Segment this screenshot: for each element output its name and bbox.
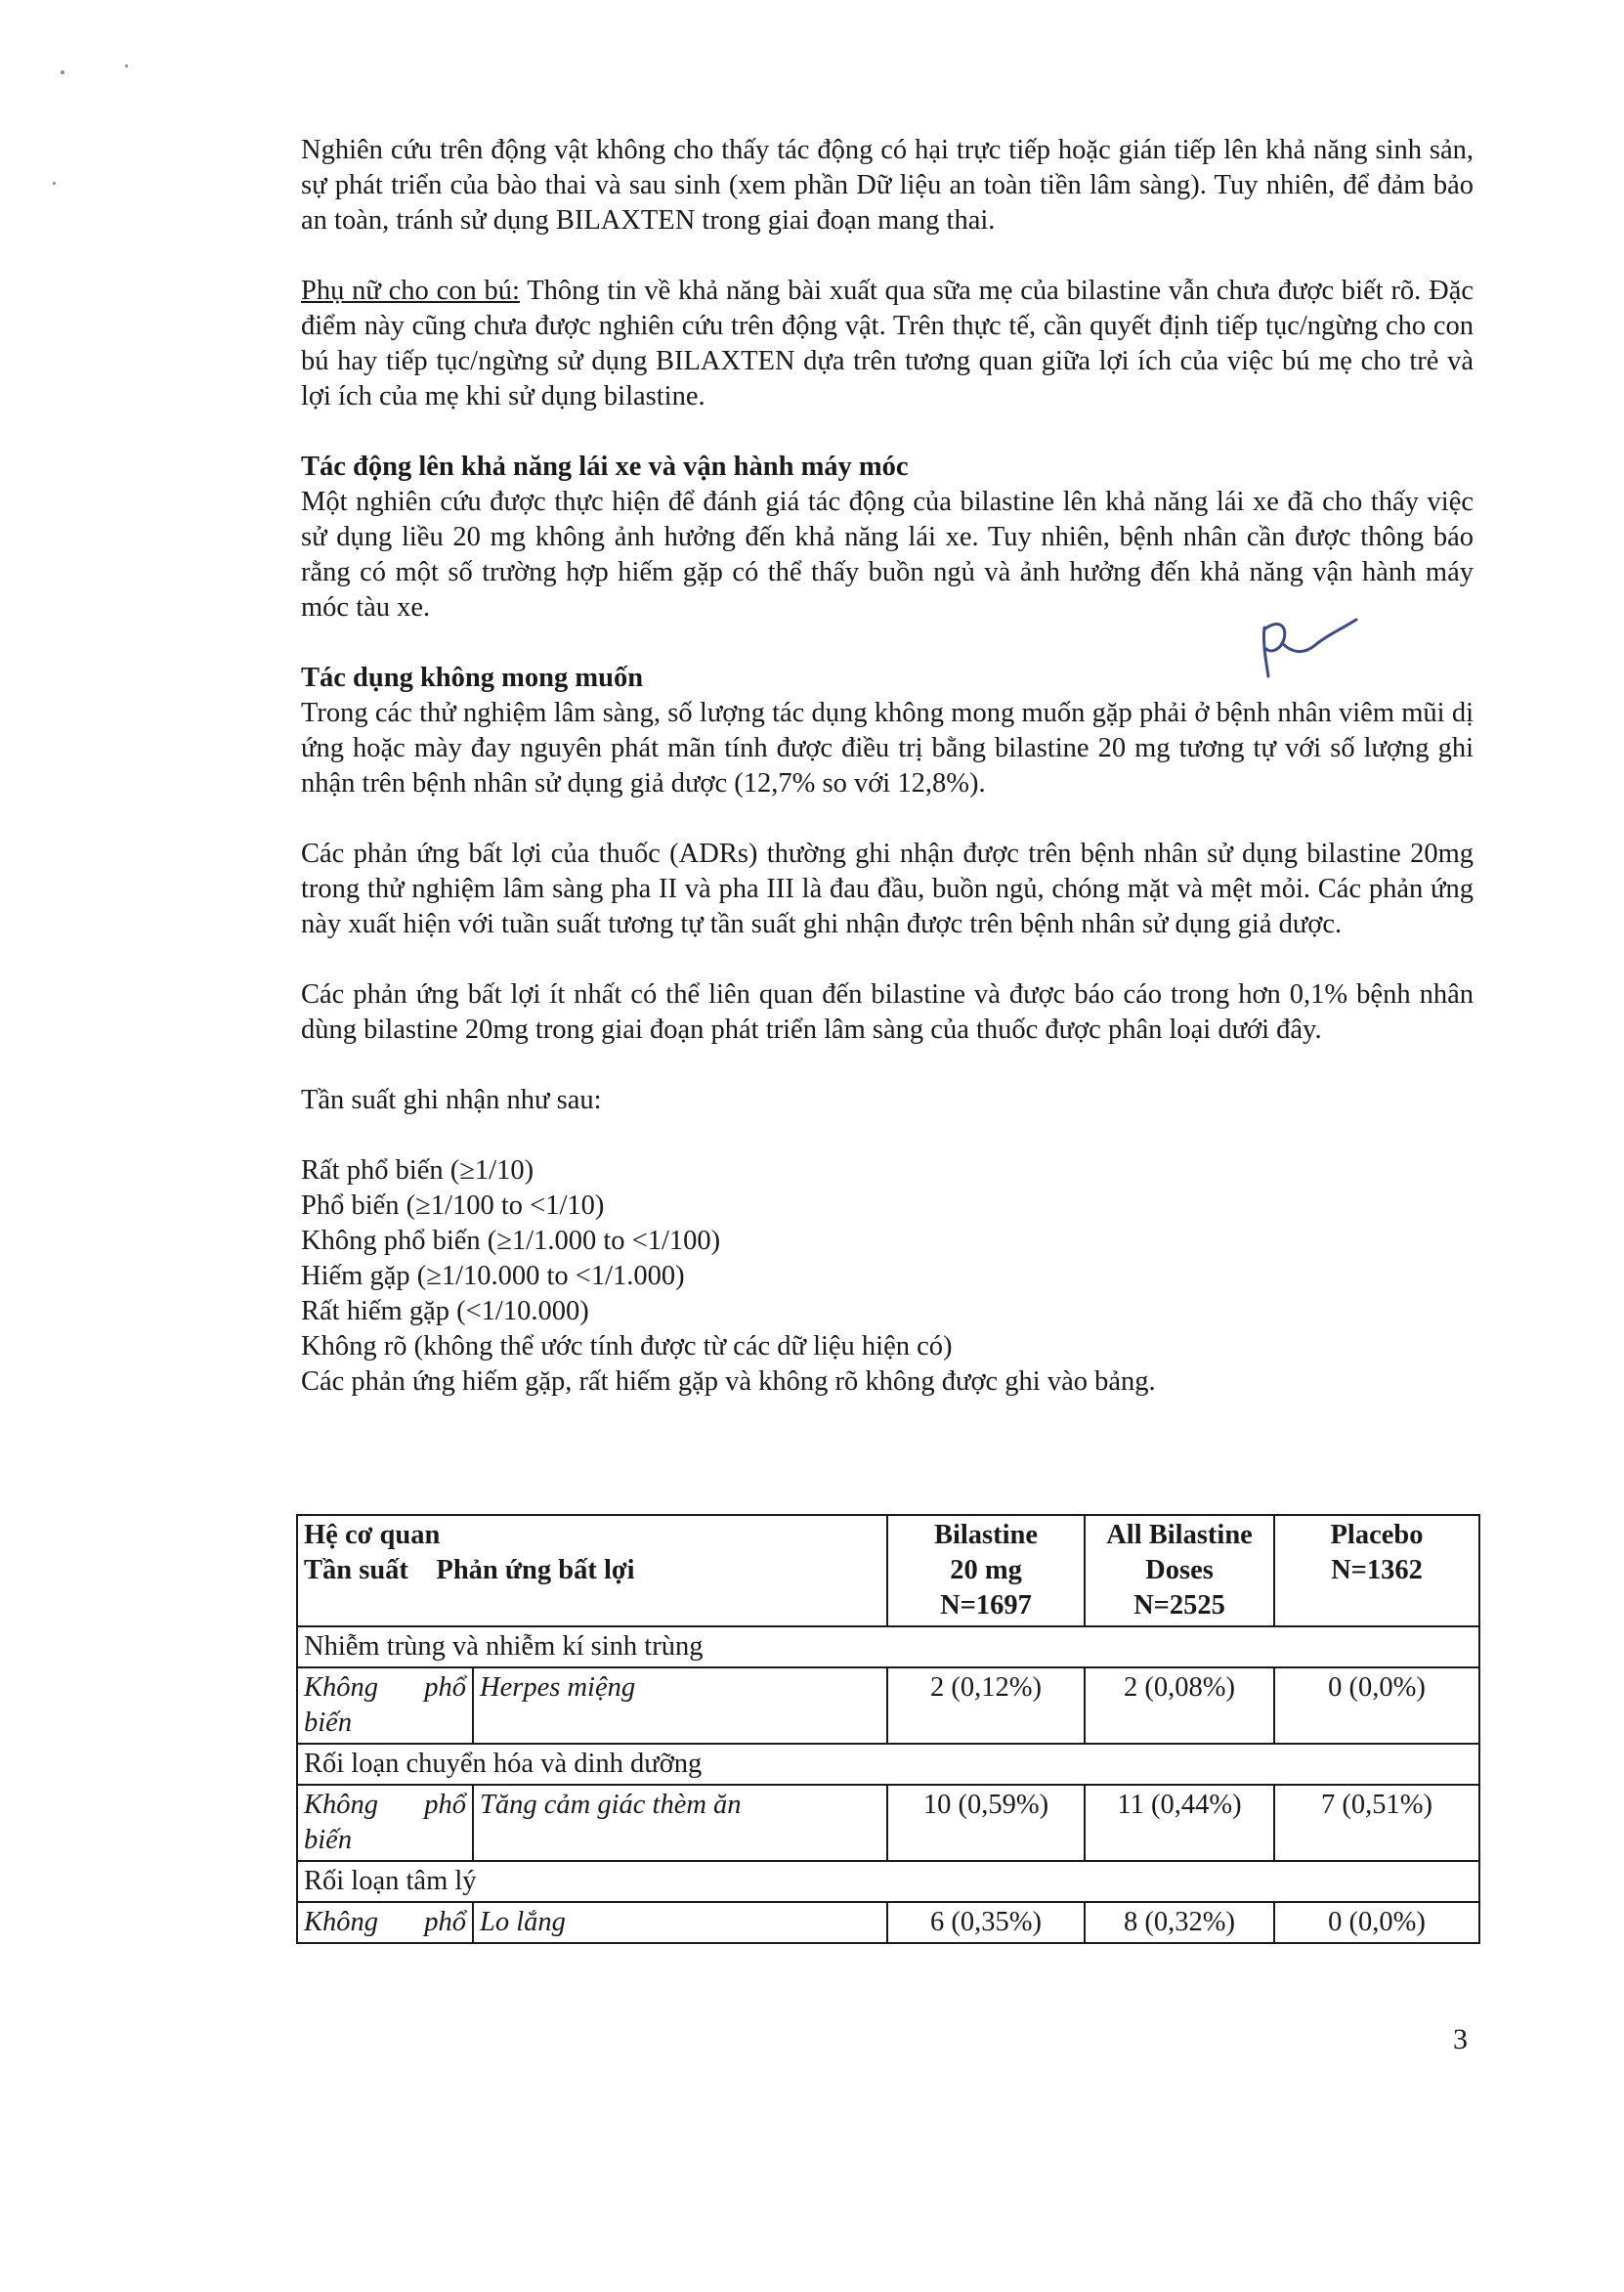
driving-heading: Tác động lên khả năng lái xe và vận hành máy móc (301, 452, 909, 482)
table-row (297, 1902, 1479, 1943)
pregnancy-paragraph: Nghiên cứu trên động vật không cho thấy tác động có hại trực tiếp hoặc gián tiếp lên khả năng sinh sản, sự phát triển của bào thai và sau sinh (xem phần Dữ liệu an toàn tiền lâm sàng). Tuy nhiên, để đảm bảo an toàn, tránh sử dụng BILAXTEN trong giai đoạn mang thai. (301, 135, 1474, 236)
header-reaction-label: Phản ứng bất lợi (436, 1555, 635, 1585)
header-placebo-line1: Placebo (1330, 1520, 1424, 1550)
all-bilastine-cell: 2 (0,08%) (1085, 1667, 1274, 1744)
side-effects-paragraph-3: Các phản ứng bất lợi ít nhất có thể liên quan đến bilastine và được báo cáo trong hơn 0,1% bệnh nhân dùng bilastine 20mg trong giai đoạn phát triển lâm sàng của thuốc được phân loại dưới đây. (301, 979, 1474, 1045)
scan-speck (53, 182, 56, 185)
bilastine-20-cell: 10 (0,59%) (887, 1785, 1085, 1861)
header-bilastine-20 (887, 1515, 1085, 1626)
frequency-list (301, 1153, 1474, 1400)
header-organ-system-label: Hệ cơ quan (304, 1520, 441, 1550)
frequency-item: Rất phổ biến (≥1/10) (301, 1155, 534, 1186)
header-bilastine-20-line2: 20 mg (950, 1555, 1022, 1585)
reaction-cell: Lo lắng (473, 1902, 887, 1943)
frequency-item: Rất hiếm gặp (<1/10.000) (301, 1296, 589, 1326)
all-bilastine-cell: 8 (0,32%) (1085, 1902, 1274, 1943)
frequency-cell: Không phổ (297, 1902, 473, 1943)
placebo-cell: 0 (0,0%) (1274, 1667, 1479, 1744)
soc-cell: Rối loạn chuyển hóa và dinh dưỡng (297, 1744, 1479, 1785)
header-placebo (1274, 1515, 1479, 1626)
driving-paragraph: Một nghiên cứu được thực hiện để đánh giá tác động của bilastine lên khả năng lái xe đã cho thấy việc sử dụng liều 20 mg không ảnh hưởng đến khả năng lái xe. Tuy nhiên, bệnh nhân cần được thông báo rằng có một số trường hợp hiếm gặp có thể thấy buồn ngủ và ảnh hưởng đến khả năng vận hành máy móc tàu xe. (301, 487, 1474, 623)
side-effects-heading: Tác dụng không mong muốn (301, 663, 644, 693)
document-body (301, 133, 1474, 1400)
frequency-cell: Không phổ biến (297, 1785, 473, 1861)
header-frequency-label: Tần suất (304, 1555, 408, 1585)
bilastine-20-cell: 2 (0,12%) (887, 1667, 1085, 1744)
adverse-reactions-table (296, 1514, 1480, 1944)
frequency-cell: Không phổ biến (297, 1667, 473, 1744)
breastfeeding-label: Phụ nữ cho con bú: (301, 276, 520, 306)
table-row (297, 1785, 1479, 1861)
header-organ-system (297, 1515, 887, 1626)
frequency-item: Các phản ứng hiếm gặp, rất hiếm gặp và không rõ không được ghi vào bảng. (301, 1366, 1156, 1397)
header-all-bilastine-line2: Doses (1145, 1555, 1214, 1585)
table-soc-row (297, 1744, 1479, 1785)
placebo-cell: 0 (0,0%) (1274, 1902, 1479, 1943)
frequency-item: Không rõ (không thể ước tính được từ các dữ liệu hiện có) (301, 1331, 953, 1362)
scan-speck (61, 70, 64, 74)
frequency-item: Hiếm gặp (≥1/10.000 to <1/1.000) (301, 1261, 685, 1291)
table-row (297, 1667, 1479, 1744)
frequency-item: Phổ biến (≥1/100 to <1/10) (301, 1190, 605, 1221)
frequency-intro: Tần suất ghi nhận như sau: (301, 1085, 602, 1115)
frequency-item: Không phổ biến (≥1/1.000 to <1/100) (301, 1226, 721, 1256)
soc-cell: Nhiễm trùng và nhiễm kí sinh trùng (297, 1626, 1479, 1667)
all-bilastine-cell: 11 (0,44%) (1085, 1785, 1274, 1861)
header-bilastine-20-line1: Bilastine (933, 1520, 1039, 1550)
table-soc-row (297, 1626, 1479, 1667)
scan-speck (125, 65, 128, 67)
breastfeeding-body: Thông tin về khả năng bài xuất qua sữa mẹ của bilastine vẫn chưa được biết rõ. Đặc điểm này cũng chưa được nghiên cứu trên động vật. Trên thực tế, cần quyết định tiếp tục/ngừng cho con bú hay tiếp tục/ngừng sử dụng BILAXTEN dựa trên tương quan giữa lợi ích của việc bú mẹ cho trẻ và lợi ích của mẹ khi sử dụng bilastine. (301, 276, 1474, 411)
side-effects-paragraph-1: Trong các thử nghiệm lâm sàng, số lượng tác dụng không mong muốn gặp phải ở bệnh nhân viêm mũi dị ứng hoặc mày đay nguyên phát mãn tính được điều trị bằng bilastine 20 mg tương tự với số lượng ghi nhận trên bệnh nhân sử dụng giả dược (12,7% so với 12,8%). (301, 698, 1474, 799)
header-all-bilastine-line3: N=2525 (1133, 1590, 1225, 1621)
handwritten-initials-signature (1259, 614, 1366, 692)
page-number: 3 (1453, 2023, 1468, 2055)
header-placebo-line2: N=1362 (1331, 1555, 1423, 1585)
header-all-bilastine-line1: All Bilastine (1106, 1520, 1253, 1550)
soc-cell: Rối loạn tâm lý (297, 1861, 1479, 1902)
reaction-cell: Tăng cảm giác thèm ăn (473, 1785, 887, 1861)
side-effects-paragraph-2: Các phản ứng bất lợi của thuốc (ADRs) thường ghi nhận được trên bệnh nhân sử dụng bilastine 20mg trong thử nghiệm lâm sàng pha II và pha III là đau đầu, buồn ngủ, chóng mặt và mệt mỏi. Các phản ứng này xuất hiện với tuần suất tương tự tần suất ghi nhận được trên bệnh nhân sử dụng giả dược. (301, 839, 1474, 939)
breastfeeding-paragraph (301, 274, 1474, 414)
placebo-cell: 7 (0,51%) (1274, 1785, 1479, 1861)
table-soc-row (297, 1861, 1479, 1902)
reaction-cell: Herpes miệng (473, 1667, 887, 1744)
bilastine-20-cell: 6 (0,35%) (887, 1902, 1085, 1943)
table-header-row (297, 1515, 1479, 1626)
header-all-bilastine (1085, 1515, 1274, 1626)
header-bilastine-20-line3: N=1697 (940, 1590, 1032, 1621)
